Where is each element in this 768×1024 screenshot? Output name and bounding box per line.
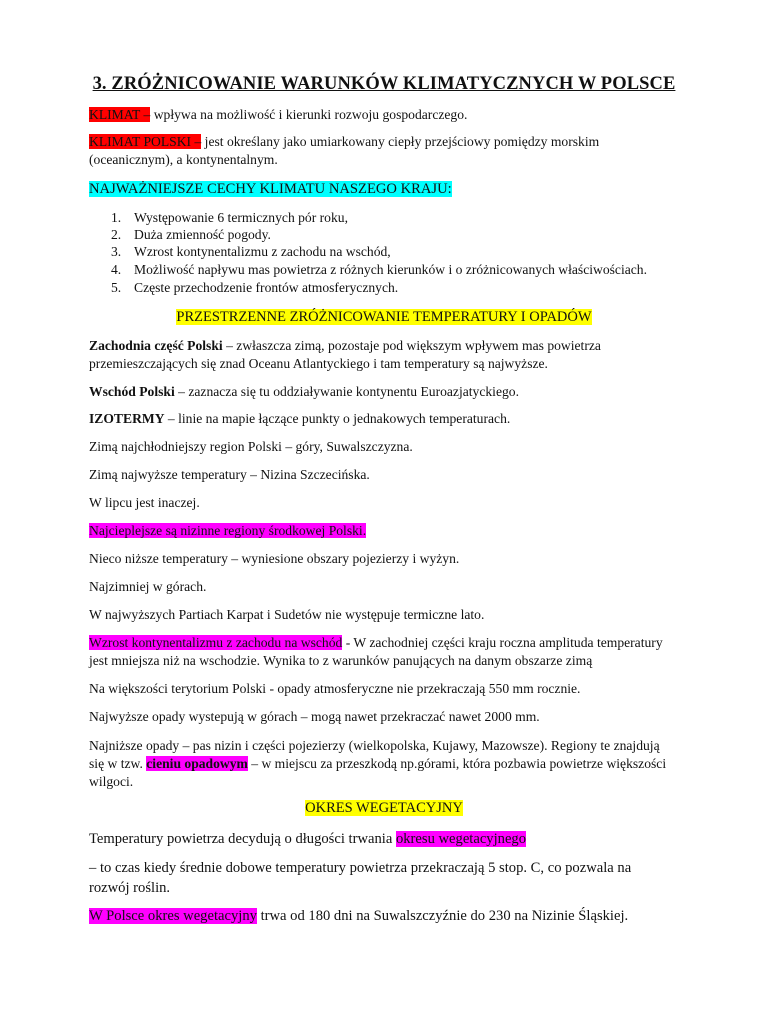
paragraph-nizsze: Nieco niższe temperatury – wyniesione obszary pojezierzy i wyżyn.	[89, 551, 460, 566]
paragraph-cien-opadowy: Najniższe opady – pas nizin i części pojezierzy (wielkopolska, Kujawy, Mazowsze). Regiony te znajdują się w tzw. cieniu opadowym – w miejscu za przeszkodą np.górami, która pozbawia powietrze większości wilgoci.	[89, 738, 667, 789]
paragraph-temperatury-wegetacja: Temperatury powietrza decydują o długości trwania okresu wegetacyjnego	[89, 831, 527, 847]
paragraph-zachod: Zachodnia część Polski – zwłaszcza zimą, pozostaje pod większym wpływem mas powietrza przemieszczających się znad Oceanu Atlantyckiego i tam temperatury są najwyższe.	[89, 338, 601, 371]
heading-cechy	[89, 179, 689, 199]
highlight-term: KLIMAT –	[89, 107, 151, 122]
paragraph-definicja: – to czas kiedy średnie dobowe temperatury powietrza przekraczają 5 stop. C, co pozwala na rozwój roślin.	[89, 860, 632, 896]
paragraph-lipiec: W lipcu jest inaczej.	[89, 495, 200, 510]
paragraph-text: (oceanicznym), a kontynentalnym.	[89, 152, 278, 167]
paragraph-karpaty: W najwyższych Partiach Karpat i Sudetów nie występuje termiczne lato.	[89, 607, 485, 622]
highlight-heading: NAJWAŻNIEJSZE CECHY KLIMATU NASZEGO KRAJU:	[89, 181, 452, 197]
paragraph-kontynentalizm: Wzrost kontynentalizmu z zachodu na wschód - W zachodniej części kraju roczna amplituda temperatury jest mniejsza niż na wschodzie. Wynika to z warunków panujących na danym obszarze zimą	[89, 635, 663, 668]
paragraph-okres-polska: W Polsce okres wegetacyjny trwa od 180 dni na Suwalszczyźnie do 230 na Nizinie Śląskiej.	[89, 908, 629, 924]
list-item: 1. Występowanie 6 termicznych pór roku,	[111, 210, 348, 225]
list-item: 5. Częste przechodzenie frontów atmosferycznych.	[111, 280, 399, 295]
paragraph-klimat	[89, 106, 689, 124]
paragraph-najzimniej: Najzimniej w górach.	[89, 579, 207, 594]
paragraph-opady-550: Na większości terytorium Polski - opady atmosferyczne nie przekraczają 550 mm rocznie.	[89, 681, 581, 696]
page-title: 3. ZRÓŻNICOWANIE WARUNKÓW KLIMATYCZNYCH W POLSCE	[92, 74, 676, 94]
list-item: 3. Wzrost kontynentalizmu z zachodu na wschód,	[111, 244, 391, 259]
paragraph-text: wpływa na możliwość i kierunki rozwoju gospodarczego.	[150, 107, 468, 122]
paragraph-klimat-polski	[89, 133, 689, 169]
section-heading-wegetacja: OKRES WEGETACYJNY	[305, 800, 463, 816]
paragraph-zima-2: Zimą najwyższe temperatury – Nizina Szczecińska.	[89, 467, 370, 482]
list-item: 2. Duża zmienność pogody.	[111, 227, 271, 242]
list-item: 4. Możliwość napływu mas powietrza z różnych kierunków i o zróżnicowanych właściwościach.	[111, 262, 647, 277]
highlight-term: KLIMAT POLSKI –	[89, 134, 202, 149]
paragraph-najcieplejsze: Najcieplejsze są nizinne regiony środkowej Polski.	[89, 523, 367, 538]
paragraph-zima-1: Zimą najchłodniejszy region Polski – góry, Suwalszczyzna.	[89, 439, 413, 454]
section-heading-temperatura: PRZESTRZENNE ZRÓŻNICOWANIE TEMPERATURY I OPADÓW	[176, 309, 592, 325]
paragraph-opady-2000: Najwyższe opady wystepują w górach – mogą nawet przekraczać nawet 2000 mm.	[89, 709, 540, 724]
paragraph-izotermy: IZOTERMY – linie na mapie łączące punkty o jednakowych temperaturach.	[89, 411, 511, 426]
paragraph-wschod: Wschód Polski – zaznacza się tu oddziaływanie kontynentu Euroazjatyckiego.	[89, 384, 519, 399]
paragraph-text: jest określany jako umiarkowany ciepły przejściowy pomiędzy morskim	[201, 134, 600, 149]
